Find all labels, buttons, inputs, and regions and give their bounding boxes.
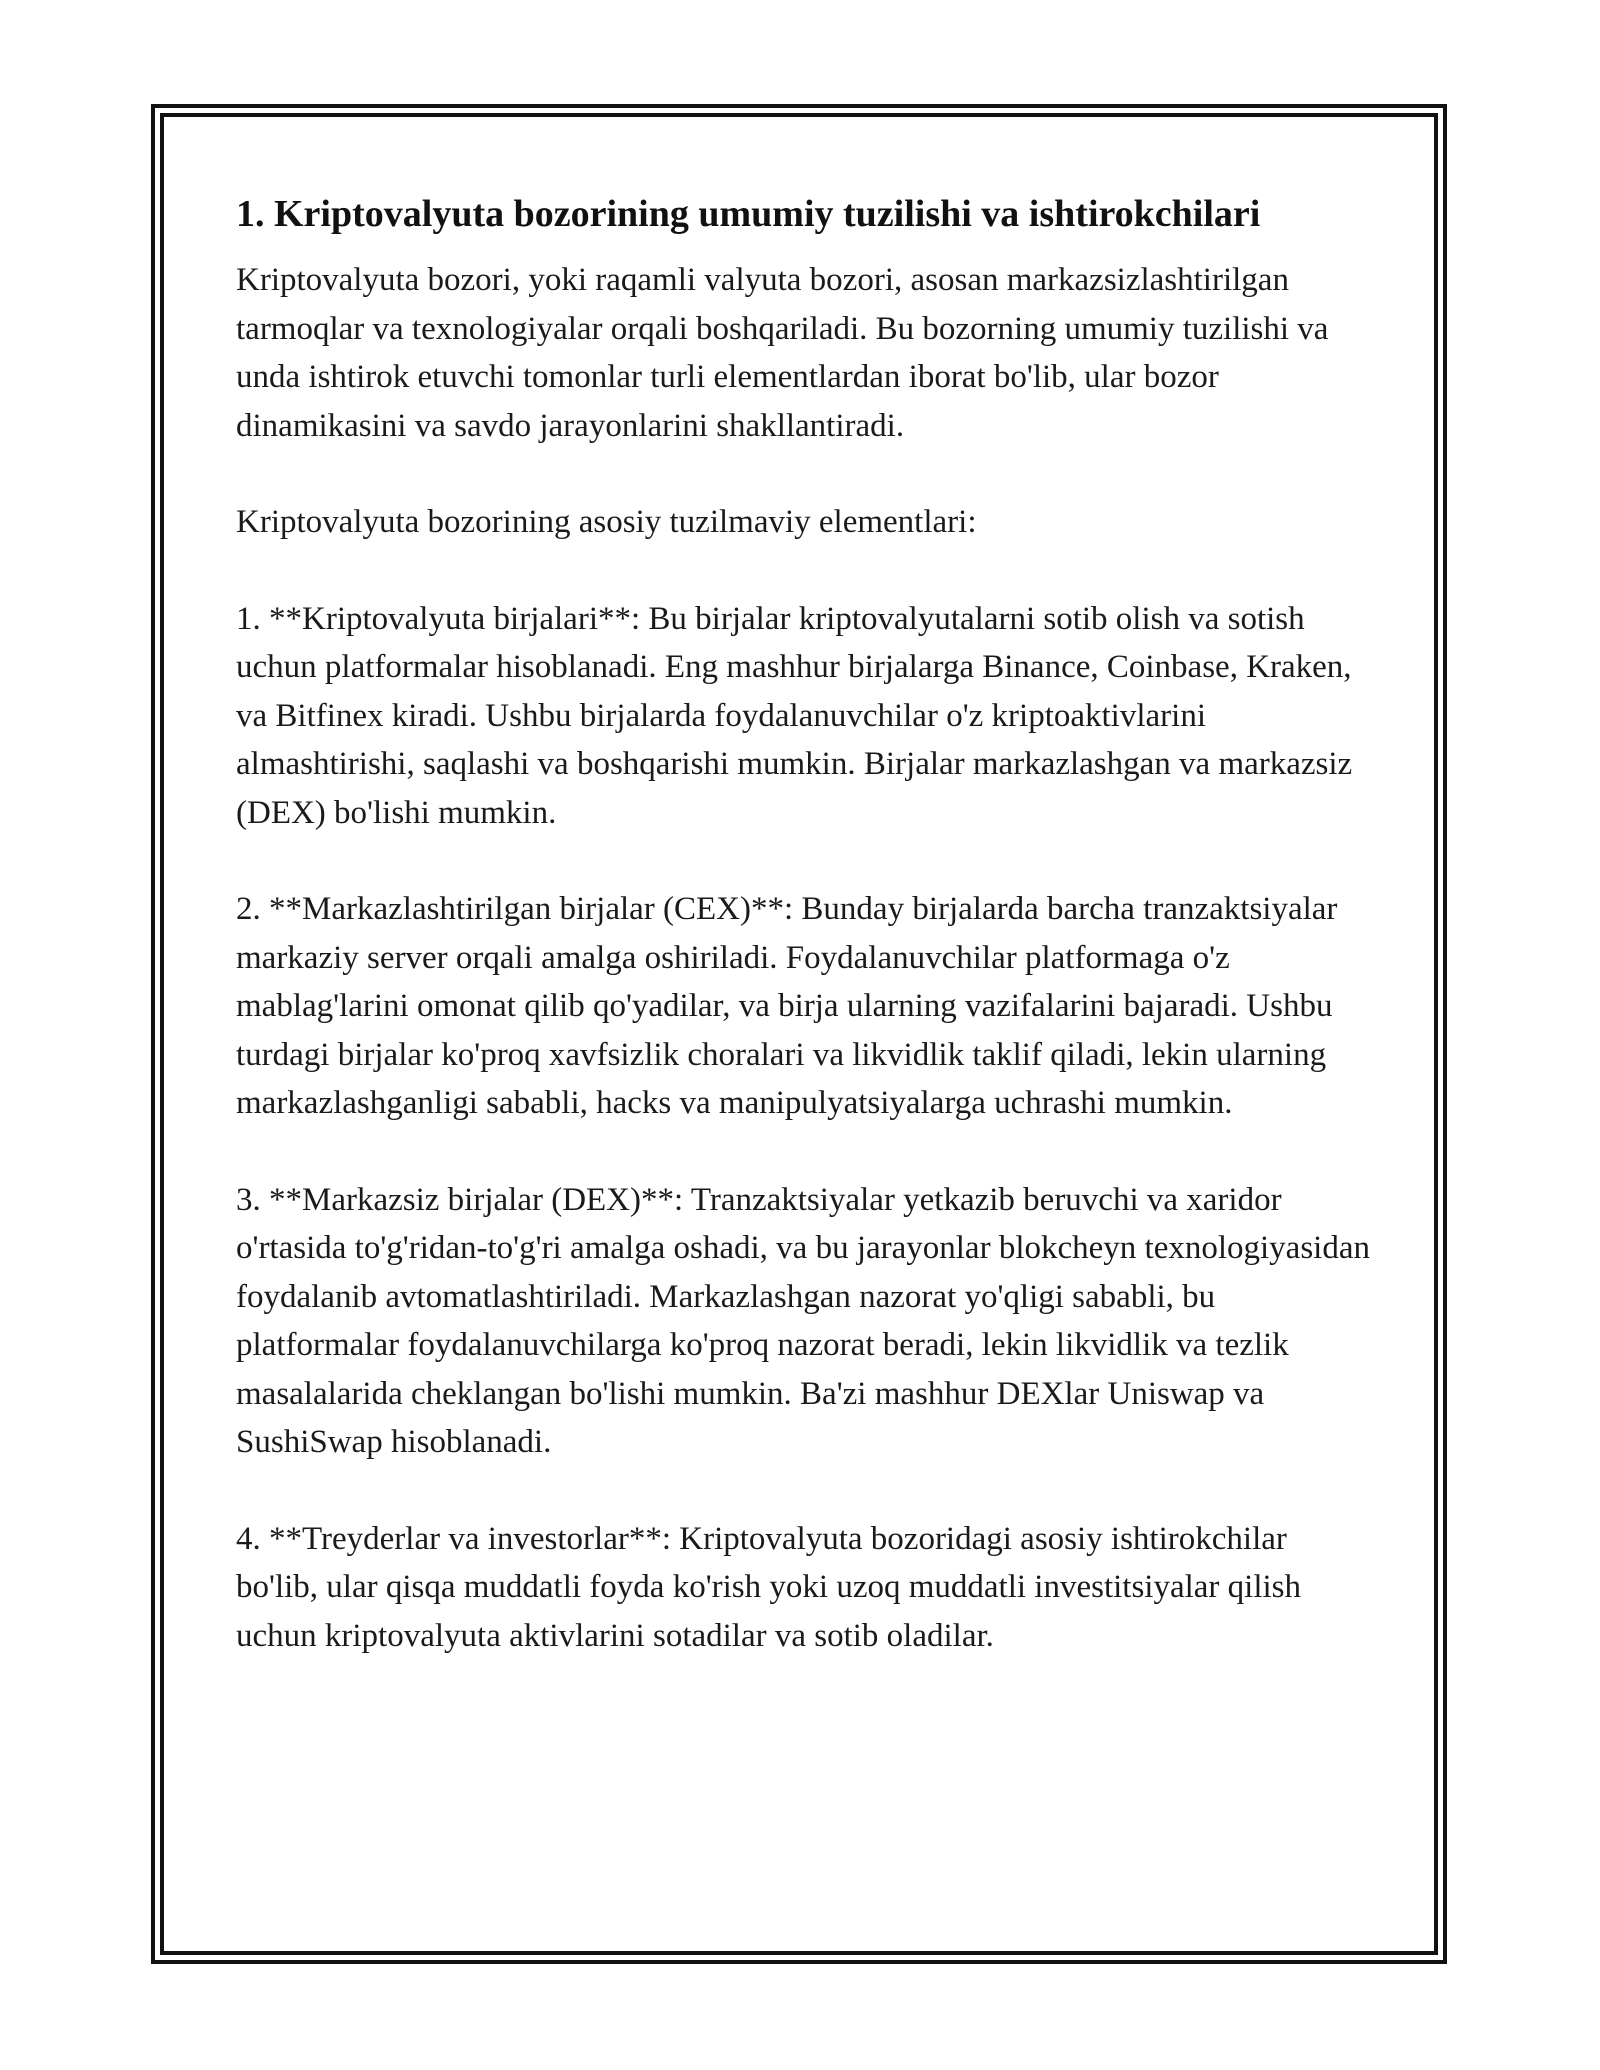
list-item-traders: 4. **Treyderlar va investorlar**: Kriptovalyuta bozoridagi asosiy ishtirokchilar bo'lib, ular qisqa muddatli foyda ko'rish yoki uzoq muddatli investitsiyalar qilish uchun kriptovalyuta aktivlarini sotadilar va sotib oladilar.	[236, 1520, 1302, 1654]
intro-paragraph: Kriptovalyuta bozori, yoki raqamli valyuta bozori, asosan markazsizlashtirilgan tarmoqlar va texnologiyalar orqali boshqariladi. Bu bozorning umumiy tuzilishi va unda ishtirok etuvchi tomonlar turli elementlardan iborat bo'lib, ular bozor dinamikasini va savdo jarayonlarini shakllantiradi.	[236, 262, 1329, 444]
list-item-exchanges: 1. **Kriptovalyuta birjalari**: Bu birjalar kriptovalyutalarni sotib olish va sotish uchun platformalar hisoblanadi. Eng mashhur birjalarga Binance, Coinbase, Kraken, va Bitfinex kiradi. Ushbu birjalarda foydalanuvchilar o'z kriptoaktivlarini almashtirishi, saqlashi va boshqarishi mumkin. Birjalar markazlashgan va markazsiz (DEX) bo'lishi mumkin.	[236, 600, 1353, 831]
section-title: 1. Kriptovalyuta bozorining umumiy tuzilishi va ishtirokchilari	[236, 193, 1261, 235]
list-item-cex: 2. **Markazlashtirilgan birjalar (CEX)**: Bunday birjalarda barcha tranzaktsiyalar markaziy server orqali amalga oshiriladi. Foydalanuvchilar platformaga o'z mablag'larini omonat qilib qo'yadilar, va birja ularning vazifalarini bajaradi. Ushbu turdagi birjalar ko'proq xavfsizlik choralari va likvidlik taklif qiladi, lekin ularning markazlashganligi sababli, hacks va manipulyatsiyalarga uchrashi mumkin.	[236, 891, 1338, 1121]
list-item-dex: 3. **Markazsiz birjalar (DEX)**: Tranzaktsiyalar yetkazib beruvchi va xaridor o'rtasida to'g'ridan-to'g'ri amalga oshadi, va bu jarayonlar blokcheyn texnologiyasidan foydalanib avtomatlashtiriladi. Markazlashgan nazorat yo'qligi sababli, bu platformalar foydalanuvchilarga ko'proq nazorat beradi, lekin likvidlik va tezlik masalalarida cheklangan bo'lishi mumkin. Ba'zi mashhur DEXlar Uniswap va SushiSwap hisoblanadi.	[236, 1181, 1370, 1460]
document-body	[236, 186, 1376, 1708]
elements-heading-paragraph: Kriptovalyuta bozorining asosiy tuzilmaviy elementlari:	[236, 504, 977, 540]
